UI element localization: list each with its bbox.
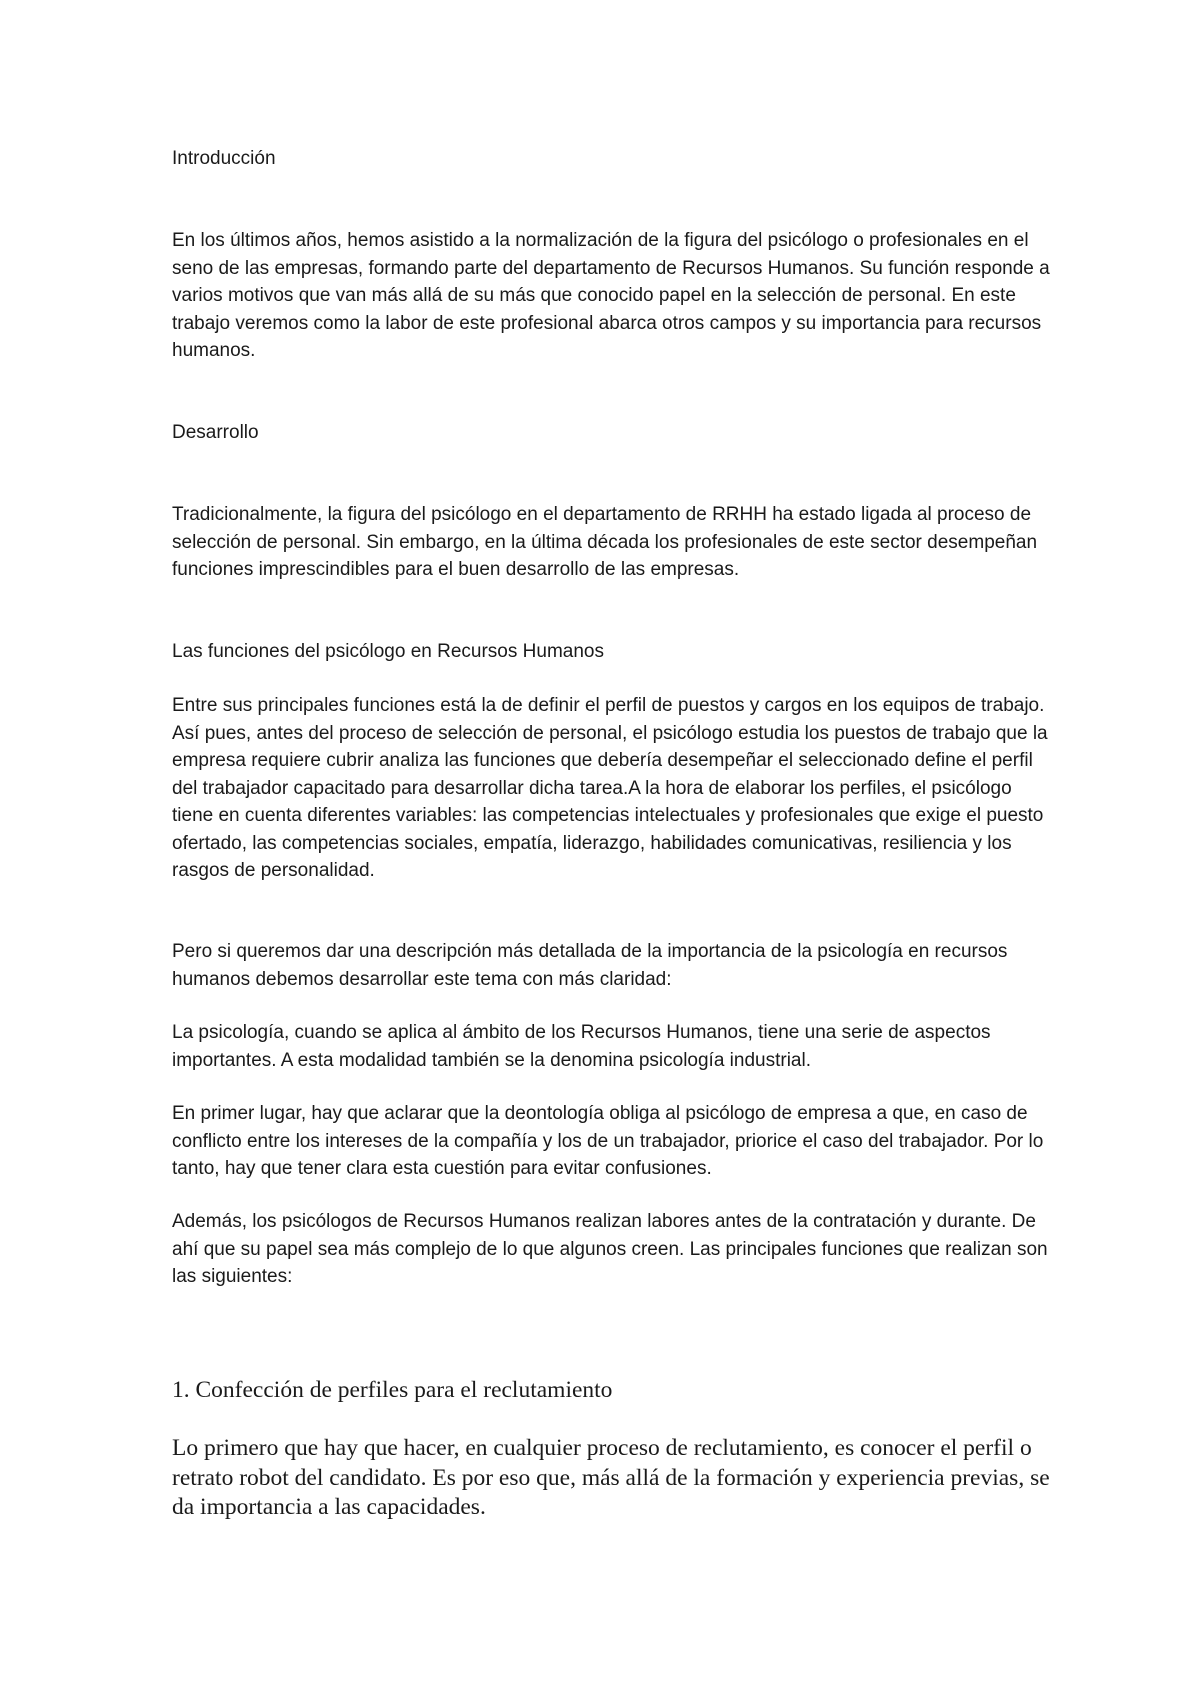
intro-paragraph: En los últimos años, hemos asistido a la normalización de la figura del psicólogo o profesionales en el seno de las empresas, formando parte del departamento de Recursos Humanos. Su función responde a varios motivos que van más allá de su más que conocido papel en la selección de personal. En este trabajo veremos como la labor de este profesional abarca otros campos y su importancia para recursos humanos. bbox=[172, 230, 1050, 361]
section-1-heading: 1. Confección de perfiles para el reclutamiento bbox=[172, 1377, 613, 1403]
deontology-paragraph: En primer lugar, hay que aclarar que la deontología obliga al psicólogo de empresa a que, en caso de conflicto entre los intereses de la compañía y los de un trabajador, priorice el caso del trabajador. Por lo tanto, hay que tener clara esta cuestión para evitar confusiones. bbox=[172, 1103, 1044, 1179]
psychology-aspects-paragraph: La psicología, cuando se aplica al ámbito de los Recursos Humanos, tiene una serie de aspectos importantes. A esta modalidad también se la denomina psicología industrial. bbox=[172, 1022, 991, 1071]
functions-intro-paragraph: Además, los psicólogos de Recursos Humanos realizan labores antes de la contratación y durante. De ahí que su papel sea más complejo de lo que algunos creen. Las principales funciones que realizan son las siguientes: bbox=[172, 1211, 1048, 1287]
functions-heading: Las funciones del psicólogo en Recursos Humanos bbox=[172, 641, 604, 662]
functions-paragraph: Entre sus principales funciones está la de definir el perfil de puestos y cargos en los equipos de trabajo. Así pues, antes del proceso de selección de personal, el psicólogo estudia los puestos de trabajo que la empresa requiere cubrir analiza las funciones que debería desempeñar el seleccionado define el perfil del trabajador capacitado para desarrollar dicha tarea.A la hora de elaborar los perfiles, el psicólogo tiene en cuenta diferentes variables: las competencias intelectuales y profesionales que exige el puesto ofertado, las competencias sociales, empatía, liderazgo, habilidades comunicativas, resiliencia y los rasgos de personalidad. bbox=[172, 695, 1048, 881]
intro-heading: Introducción bbox=[172, 148, 276, 169]
section-1-paragraph: Lo primero que hay que hacer, en cualquier proceso de reclutamiento, es conocer el perfil o retrato robot del candidato. Es por eso que, más allá de la formación y experiencia previas, se da importancia a las capacidades. bbox=[172, 1435, 1050, 1520]
development-heading: Desarrollo bbox=[172, 422, 259, 443]
importance-paragraph: Pero si queremos dar una descripción más detallada de la importancia de la psicología en recursos humanos debemos desarrollar este tema con más claridad: bbox=[172, 941, 1008, 990]
development-paragraph: Tradicionalmente, la figura del psicólogo en el departamento de RRHH ha estado ligada al proceso de selección de personal. Sin embargo, en la última década los profesionales de este sector desempeñan funciones imprescindibles para el buen desarrollo de las empresas. bbox=[172, 504, 1038, 580]
